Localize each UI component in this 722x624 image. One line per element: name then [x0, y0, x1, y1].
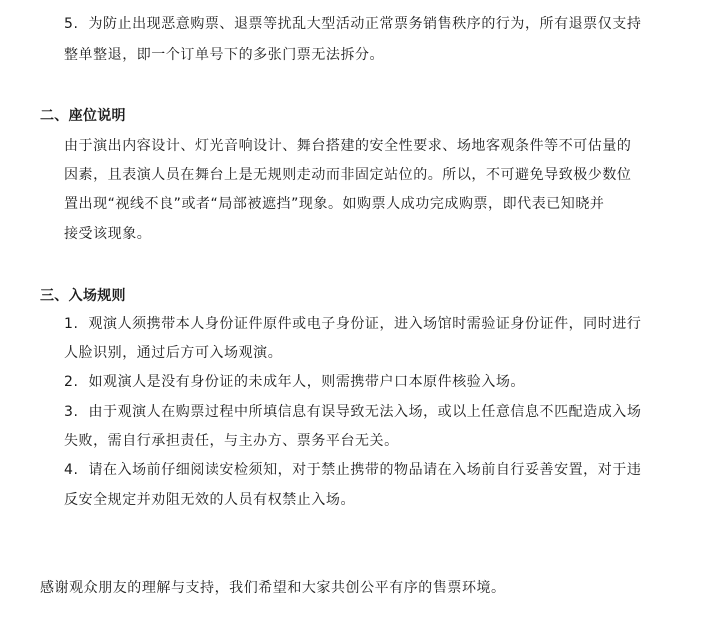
intro-item-text-2: 整单整退，即一个订单号下的多张门票无法拆分。 [64, 47, 385, 63]
rule-4-text-2: 反安全规定并劝阻无效的人员有权禁止入场。 [64, 492, 355, 508]
rule-4-line-1 [64, 460, 641, 480]
closing-statement: 感谢观众朋友的理解与支持，我们希望和大家共创公平有序的售票环境。 [40, 580, 506, 596]
rule-1-line-1 [64, 314, 641, 334]
rule-3-text-2: 失败，需自行承担责任，与主办方、票务平台无关。 [64, 433, 399, 449]
rule-4-number: 4. [64, 462, 79, 478]
rule-3-text-1: 由于观演人在购票过程中所填信息有误导致无法入场，或以上任意信息不匹配造成入场 [88, 404, 642, 420]
intro-item-number: 5. [64, 16, 79, 32]
section-2-line-4: 接受该现象。 [64, 226, 152, 242]
rule-2-text-1: 如观演人是没有身份证的未成年人，则需携带户口本原件核验入场。 [88, 374, 525, 390]
section-2-heading: 二、座位说明 [40, 108, 126, 124]
rule-3-number: 3. [64, 404, 79, 420]
section-2-line-1: 由于演出内容设计、灯光音响设计、舞台搭建的安全性要求、场地客观条件等不可估量的 [64, 138, 632, 154]
rule-1-text-1: 观演人须携带本人身份证件原件或电子身份证，进入场馆时需验证身份证件，同时进行 [88, 316, 642, 332]
rule-3-line-1 [64, 402, 641, 422]
intro-item-text-1: 为防止出现恶意购票、退票等扰乱大型活动正常票务销售秩序的行为，所有退票仅支持 [88, 16, 642, 32]
intro-item-line-1 [64, 14, 641, 34]
rule-2-line-1 [64, 372, 525, 392]
rule-2-number: 2. [64, 374, 79, 390]
section-2-line-2: 因素，且表演人员在舞台上是无规则走动而非固定站位的。所以，不可避免导致极少数位 [64, 167, 632, 183]
rule-4-text-1: 请在入场前仔细阅读安检须知，对于禁止携带的物品请在入场前自行妥善安置，对于违 [88, 462, 642, 478]
section-3-heading: 三、入场规则 [40, 288, 126, 304]
rule-1-number: 1. [64, 316, 79, 332]
section-2-line-3: 置出现“视线不良”或者“局部被遮挡”现象。如购票人成功完成购票，即代表已知晓并 [64, 196, 605, 212]
rule-1-text-2: 人脸识别，通过后方可入场观演。 [64, 345, 283, 361]
